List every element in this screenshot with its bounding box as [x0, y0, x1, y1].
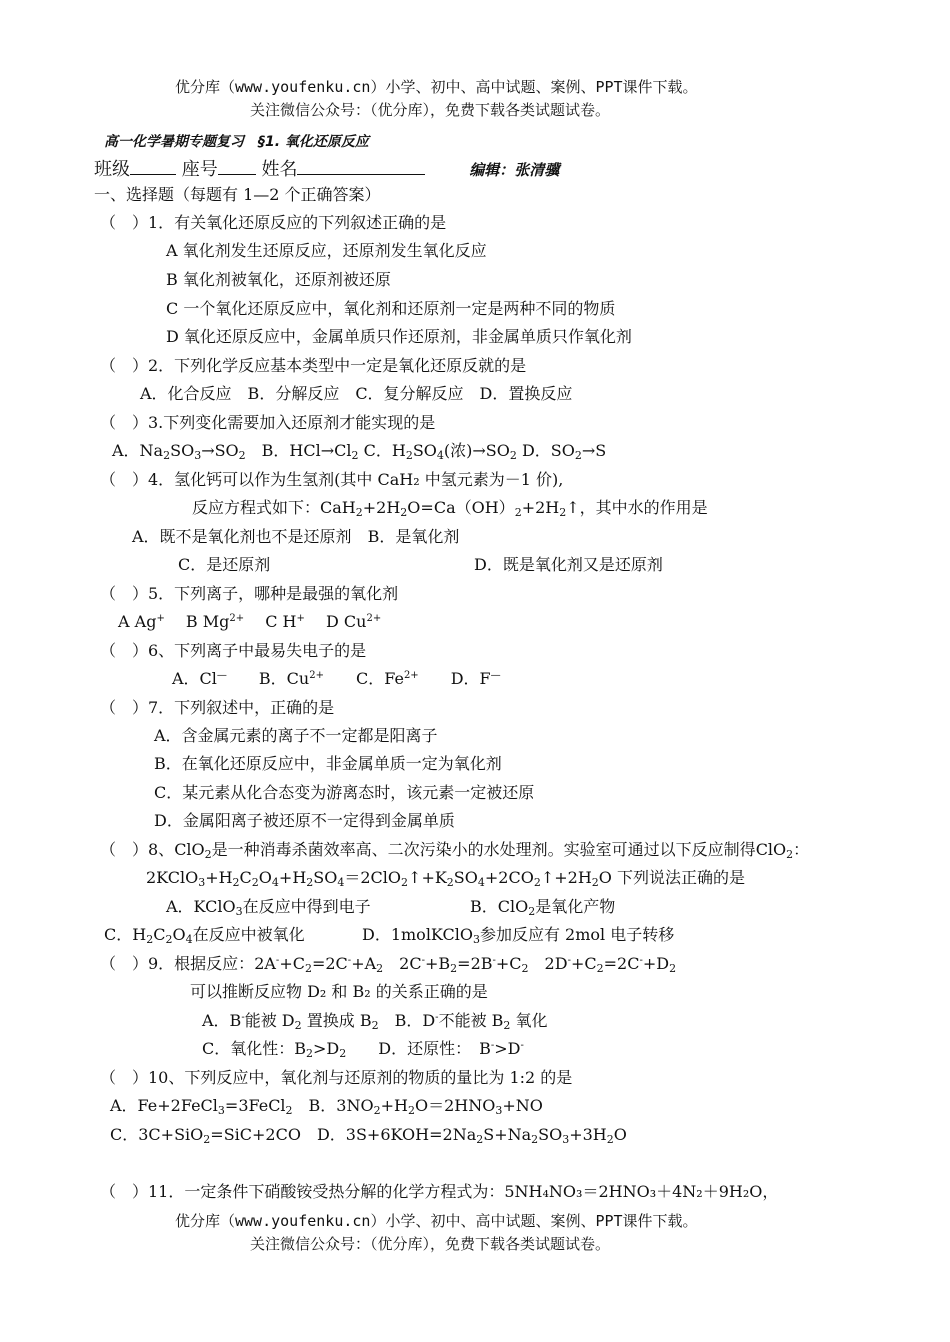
- q8-stem: （ ）8、ClO$_2$是一种消毒杀菌效率高、二次污染小的水处理剂。实验室可通过以下反应制得ClO$_2$：: [100, 840, 810, 861]
- q4-option-b: B．是氧化剂: [367, 527, 460, 546]
- q9-option-cd: C．氧化性：$B_2>D_2$ D．还原性： B->D-: [202, 1039, 524, 1060]
- seat-blank: [218, 156, 256, 175]
- name-blank: [297, 156, 425, 175]
- q1-option-d: D 氧化还原反应中，金属单质只作还原剂，非金属单质只作氧化剂: [166, 327, 632, 346]
- q8-option-d: D．1molKClO$_3$参加反应有 2mol 电子转移: [362, 925, 675, 946]
- q4-eq-lead: 反应方程式如下：: [192, 498, 321, 517]
- header-line-2: 关注微信公众号：（优分库），免费下载各类试题试卷。: [250, 101, 611, 119]
- q8-option-c-text: 在反应中被氧化: [192, 925, 305, 944]
- q7-option-b: B．在氧化还原反应中，非金属单质一定为氧化剂: [154, 754, 502, 773]
- q10-option-cd: C．3C+SiO$_2$=SiC+2CO D．$3S+6KOH=2Na_2S+Na_2SO_3+3H_2O$: [110, 1125, 627, 1146]
- q6-options: A．Cl— B．$Cu^{2+}$ C．$Fe^{2+}$ D．F—: [172, 669, 501, 688]
- seat-label: 座号: [181, 159, 218, 180]
- footer-line-1: 优分库（www.youfenku.cn）小学、初中、高中试题、案例、PPT课件下载。: [175, 1212, 698, 1230]
- student-info-row: [94, 156, 559, 181]
- q7-option-a: A．含金属元素的离子不一定都是阳离子: [154, 726, 438, 745]
- q5-options: A Ag+ B $Mg^{2+}$ C H+ D $Cu^{2+}$: [118, 612, 382, 631]
- q1-option-a: A 氧化剂发生还原反应，还原剂发生氧化反应: [166, 241, 487, 260]
- q1-option-b: B 氧化剂被氧化，还原剂被还原: [166, 270, 391, 289]
- q8-option-a: A．KClO$_3$在反应中得到电子: [166, 897, 371, 918]
- q4-option-c: C．是还原剂: [178, 555, 271, 574]
- editor-label: 编辑：张清骥: [469, 161, 560, 179]
- q11-stem: （ ）11．一定条件下硝酸铵受热分解的化学方程式为：5NH₄NO₃＝2HNO₃＋4N₂＋9H₂O，: [100, 1182, 779, 1201]
- q3-options: A．$Na_2SO_3\to SO_2$ B．$HCl\to Cl_2$ C．$H_2SO_4$(浓)$\to SO_2$ D．$SO_2\to S$: [112, 441, 607, 462]
- q9-stem-text: （ ）9．根据反应：: [100, 954, 255, 973]
- section-title: 一、选择题（每题有 1—2 个正确答案）: [94, 185, 381, 204]
- q10-option-ab: A．Fe+2FeCl$_3$=3FeCl$_2$ B．$3NO_2+H_2O=2HNO_3+NO$: [110, 1096, 543, 1117]
- q2-stem: （ ）2．下列化学反应基本类型中一定是氧化还原反就的是: [100, 356, 527, 375]
- q8-stem-a: （ ）8、: [100, 840, 175, 859]
- q6-stem: （ ）6、下列离子中最易失电子的是: [100, 641, 367, 660]
- q8-eq-tail: 下列说法正确的是: [616, 868, 745, 887]
- q7-stem: （ ）7．下列叙述中，正确的是: [100, 698, 335, 717]
- q7-option-d: D．金属阳离子被还原不一定得到金属单质: [154, 811, 455, 830]
- q1-option-c: C 一个氧化还原反应中，氧化剂和还原剂一定是两种不同的物质: [166, 299, 616, 318]
- q3-stem: （ ）3.下列变化需要加入还原剂才能实现的是: [100, 413, 436, 432]
- q2-options: A．化合反应 B．分解反应 C．复分解反应 D．置换反应: [140, 384, 573, 403]
- q8-equation: $2KClO_3+H_2C_2O_4+H_2SO_4=2ClO_2↑+K_2SO_4+2CO_2↑+2H_2O$ 下列说法正确的是: [146, 868, 745, 889]
- q8-option-b-text: 是氧化产物: [535, 897, 616, 916]
- q9-option-ab: A．B-能被 $D_2$ 置换成 $B_2$ B．D-不能被 $B_2$ 氧化: [202, 1011, 548, 1032]
- q8-option-c: C．$H_2C_2O_4$在反应中被氧化: [104, 925, 305, 946]
- class-blank: [130, 156, 176, 175]
- page-title: 高一化学暑期专题复习 §1. 氧化还原反应: [104, 134, 369, 150]
- q4-eq-tail: ，其中水的作用是: [579, 498, 708, 517]
- q4-option-d: D．既是氧化剂又是还原剂: [474, 555, 663, 574]
- q9-stem: （ ）9．根据反应：$2A^-+C_2=2C^-+A_2$ $2C^-+B_2=2B^-+C_2$ $2D^-+C_2=2C^-+D_2$: [100, 954, 677, 975]
- q5-stem: （ ）5．下列离子，哪种是最强的氧化剂: [100, 584, 399, 603]
- header-line-1: 优分库（www.youfenku.cn）小学、初中、高中试题、案例、PPT课件下载。: [175, 78, 698, 96]
- q4-option-a: A．既不是氧化剂也不是还原剂: [132, 527, 352, 546]
- q8-option-b: B．ClO$_2$是氧化产物: [470, 897, 616, 918]
- footer-line-2: 关注微信公众号：（优分库），免费下载各类试题试卷。: [250, 1235, 611, 1253]
- q8-stem-b: 是一种消毒杀菌效率高、二次污染小的水处理剂。实验室可通过以下反应制得: [211, 840, 756, 859]
- q8-option-d-text: 参加反应有 2mol 电子转移: [479, 925, 675, 944]
- q4-option-ab: [132, 526, 459, 548]
- q9-infer: 可以推断反应物 D₂ 和 B₂ 的关系正确的是: [190, 982, 488, 1001]
- class-label: 班级: [94, 159, 130, 180]
- q7-option-c: C．某元素从化合态变为游离态时，该元素一定被还原: [154, 783, 535, 802]
- name-label: 姓名: [261, 159, 298, 180]
- q8-option-a-text: 在反应中得到电子: [242, 897, 371, 916]
- q4-equation: 反应方程式如下：$CaH_2+2H_2O=Ca(OH)_2+2H_2↑$，其中水的作用是: [192, 498, 708, 519]
- q4-stem: （ ）4．氢化钙可以作为生氢剂(其中 CaH₂ 中氢元素为－1 价),: [100, 470, 564, 489]
- q1-stem: （ ）1．有关氧化还原反应的下列叙述正确的是: [100, 213, 447, 232]
- q10-stem: （ ）10、下列反应中，氧化剂与还原剂的物质的量比为 1:2 的是: [100, 1068, 573, 1087]
